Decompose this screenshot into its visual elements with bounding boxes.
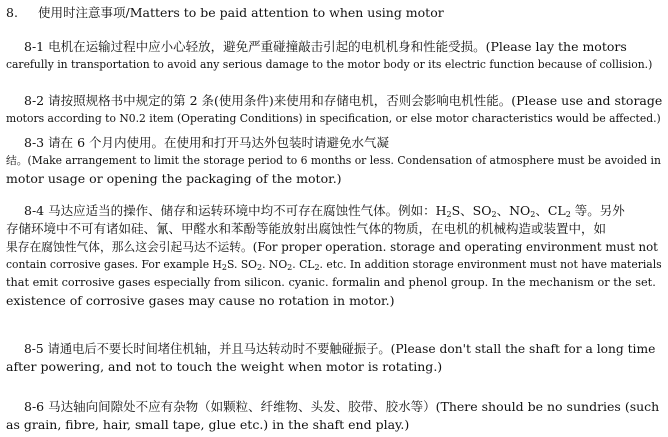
paragraph-line: existence of corrosive gases may cause no rotation in motor.) (6, 293, 395, 308)
section-heading (6, 4, 444, 22)
subscript: 2 (257, 263, 263, 272)
section-title: 使用时注意事项/Matters to be paid attention to when using motor (38, 5, 444, 20)
paragraph-line (6, 256, 662, 274)
paragraph-line: carefully in transportation to avoid any serious damage to the motor body or its electric function because of collision.) (6, 58, 653, 71)
paragraph-line: 8-2 请按照规格书中规定的第 2 条(使用条件)来使用和存储电机，否则会影响电机性能。(Please use and storage (24, 93, 662, 108)
paragraph-8-3 (6, 134, 662, 188)
paragraph-line: 果存在腐蚀性气体，那么这会引起马达不运转。(For proper operation. storage and operating environment must not (6, 240, 658, 254)
subscript: 2 (287, 263, 293, 272)
paragraph-line: 8-6 马达轴向间隙处不应有杂物（如颗粒、纤维物、头发、胶带、胶水等）(There should be no sundries (such (24, 399, 660, 414)
subscript: 2 (491, 210, 497, 219)
paragraph-line (6, 202, 662, 220)
paragraph-line: 8-1 电机在运输过程中应小心轻放，避免严重碰撞敲击引起的电机机身和性能受损。(Please lay the motors (24, 39, 627, 54)
subscript: 2 (530, 210, 536, 219)
paragraph-line: motors according to N0.2 item (Operating Conditions) in specification, or else motor characteristics would be affected.) (6, 112, 661, 125)
subscript: 2 (314, 263, 320, 272)
text-run: . etc. In addition storage environment must not have materials (319, 258, 662, 271)
paragraph-line: as grain, fibre, hair, small tape, glue etc.) in the shaft end play.) (6, 417, 410, 432)
section-number: 8. (6, 5, 18, 20)
paragraph-8-2 (6, 92, 662, 128)
subscript: 2 (446, 210, 452, 219)
paragraph-line: 8-3 请在 6 个月内使用。在使用和打开马达外包装时请避免水气凝 (24, 135, 390, 150)
text-run: 8-4 马达应适当的操作、储存和运转环境中均不可存在腐蚀性气体。例如：H (24, 203, 447, 218)
paragraph-8-1 (6, 38, 662, 74)
paragraph-line: 存储环境中不可有诸如硅、氰、甲醛水和苯酚等能放射出腐蚀性气体的物质，在电机的机械构造或装置中，如 (6, 221, 607, 236)
text-run: 、NO (496, 203, 531, 218)
paragraph-8-6 (6, 398, 662, 434)
text-run: . CL (292, 258, 315, 271)
paragraph-line: after powering, and not to touch the weight when motor is rotating.) (6, 359, 443, 374)
text-run: 、CL (535, 203, 566, 218)
subscript: 2 (565, 210, 571, 219)
subscript: 2 (221, 263, 227, 272)
paragraph-line: that emit corrosive gases especially from silicon. cyanic. formalin and phenol group. In the mechanism or the set. (6, 276, 656, 289)
paragraph-line: motor usage or opening the packaging of the motor.) (6, 171, 342, 186)
text-run: contain corrosive gases. For example H (6, 258, 222, 271)
paragraph-line: 结。(Make arrangement to limit the storage period to 6 months or less. Condensation of atmosphere must be avoided in (6, 154, 661, 167)
paragraph-8-5 (6, 340, 662, 376)
text-run: . NO (262, 258, 288, 271)
text-run: 等。另外 (570, 203, 625, 218)
paragraph-8-4 (6, 202, 662, 310)
paragraph-line: 8-5 请通电后不要长时间堵住机轴，并且马达转动时不要触碰振子。(Please don't stall the shaft for a long time (24, 342, 656, 356)
text-run: S、SO (451, 203, 492, 218)
text-run: S. SO (227, 258, 257, 271)
